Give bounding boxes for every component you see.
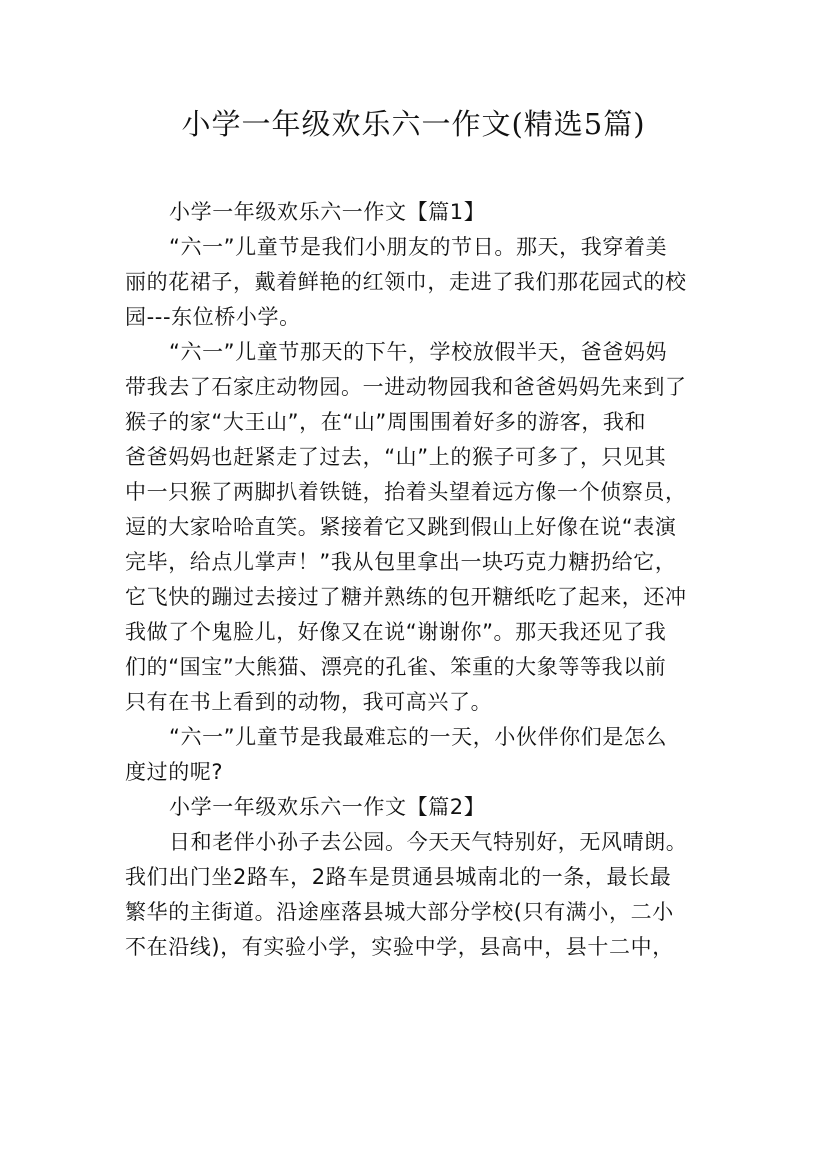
paragraph-line: “六一”儿童节是我最难忘的一天，小伙伴你们是怎么 [169, 725, 668, 749]
paragraph-line: 我做了个鬼脸儿，好像又在说“谢谢你”。那天我还见了我 [125, 620, 667, 644]
paragraph-line: 猴子的家“大王山”，在“山”周围围着好多的游客，我和 [125, 410, 647, 434]
paragraph-line: 逗的大家哈哈直笑。紧接着它又跳到假山上好像在说“表演 [125, 515, 677, 539]
document-title: 小学一年级欢乐六一作文(精选5篇) [181, 107, 646, 141]
paragraph-line: 只有在书上看到的动物，我可高兴了。 [125, 690, 493, 714]
paragraph-line: 带我去了石家庄动物园。一进动物园我和爸爸妈妈先来到了 [125, 375, 687, 399]
paragraph-line: 繁华的主街道。沿途座落县城大部分学校(只有满小，二小 [125, 900, 674, 924]
paragraph-line: 丽的花裙子，戴着鲜艳的红领巾，走进了我们那花园式的校 [125, 270, 687, 294]
paragraph-line: 度过的呢? [125, 760, 224, 784]
paragraph-line: 日和老伴小孙子去公园。今天天气特别好，无风晴朗。 [169, 830, 688, 854]
paragraph-line: 它飞快的蹦过去接过了糖并熟练的包开糖纸吃了起来，还冲 [125, 585, 687, 609]
section-heading-1: 小学一年级欢乐六一作文【篇1】 [169, 200, 486, 224]
paragraph-line: “六一”儿童节那天的下午，学校放假半天，爸爸妈妈 [169, 340, 668, 364]
paragraph-line: 中一只猴了两脚扒着铁链，抬着头望着远方像一个侦察员， [125, 480, 687, 504]
paragraph-line: 完毕，给点儿掌声！”我从包里拿出一块巧克力糖扔给它， [125, 550, 677, 574]
paragraph-line: 爸爸妈妈也赶紧走了过去，“山”上的猴子可多了，只见其 [125, 445, 667, 469]
document-body [125, 195, 725, 965]
paragraph-line: 们的“国宝”大熊猫、漂亮的孔雀、笨重的大象等等我以前 [125, 655, 667, 679]
paragraph-line: “六一”儿童节是我们小朋友的节日。那天，我穿着美 [169, 235, 668, 259]
section-heading-2: 小学一年级欢乐六一作文【篇2】 [169, 795, 486, 819]
paragraph-line: 我们出门坐2路车，2路车是贯通县城南北的一条，最长最 [125, 865, 672, 889]
paragraph-line: 不在沿线)，有实验小学，实验中学，县高中，县十二中， [125, 935, 674, 959]
paragraph-line: 园---东位桥小学。 [125, 305, 301, 329]
